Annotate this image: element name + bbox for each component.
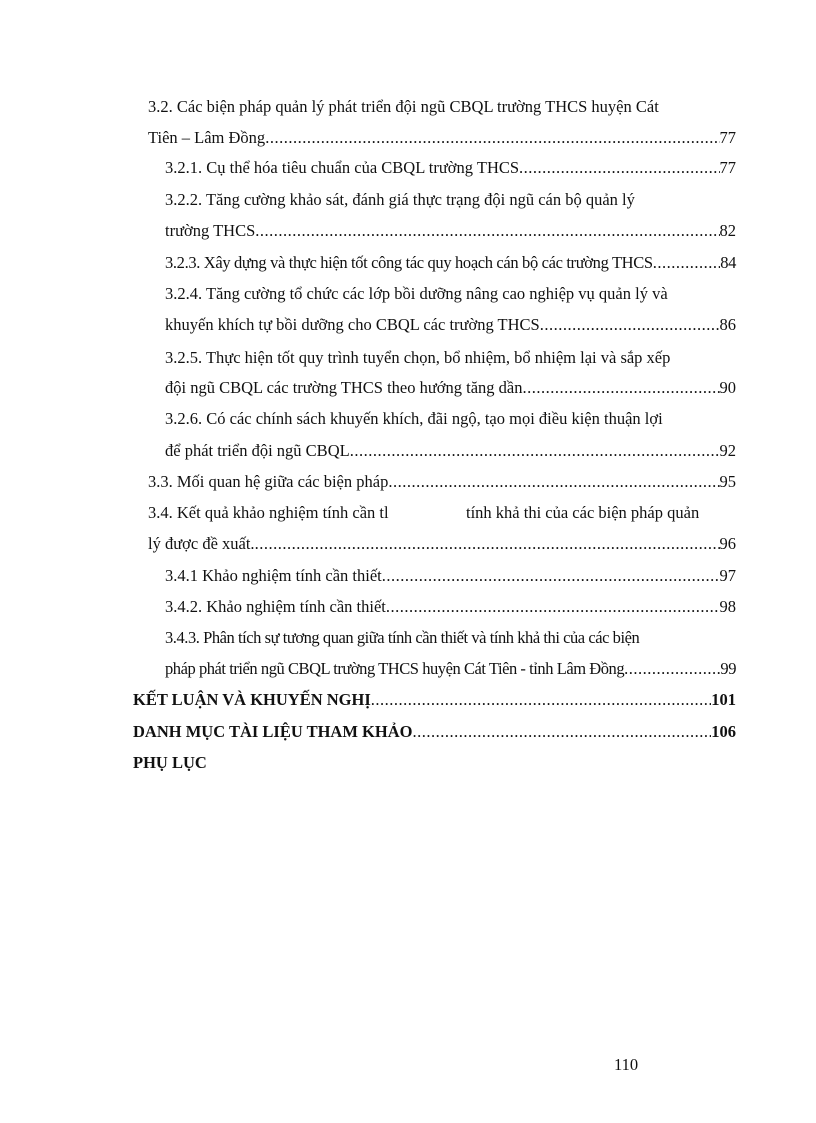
toc-3-2-4-line1: [165, 284, 668, 304]
leader-dots: [653, 253, 720, 273]
toc-3-2-5-page: 90: [719, 378, 736, 397]
leader-dots: [265, 128, 719, 148]
toc-3-4-2-title: 3.4.2. Khảo nghiệm tính cần thiết: [165, 597, 386, 616]
toc-3-4-3-page: 99: [720, 659, 736, 678]
toc-3-2-page: 77: [719, 128, 736, 147]
toc-3-4-title-line1a: 3.4. Kết quả khảo nghiệm tính cần tl: [148, 503, 389, 522]
toc-appendix[interactable]: [133, 753, 207, 773]
toc-3-2-4-title-line2: khuyến khích tự bồi dưỡng cho CBQL các trường THCS: [165, 315, 540, 334]
toc-3-2-1-title: 3.2.1. Cụ thể hóa tiêu chuẩn của CBQL trường THCS: [165, 158, 520, 177]
toc-3-2-2-title-line1: 3.2.2. Tăng cường khảo sát, đánh giá thực trạng đội ngũ cán bộ quản lý: [165, 190, 635, 209]
toc-3-2-1-page: 77: [719, 158, 736, 177]
toc-3-2-1[interactable]: [165, 158, 736, 178]
leader-dots: [523, 378, 720, 398]
toc-3-4-3-line1: [165, 628, 639, 648]
toc-3-2-6-line2[interactable]: [165, 441, 736, 461]
leader-dots: [519, 158, 719, 178]
toc-3-2-3-page: 84: [720, 253, 736, 272]
toc-3-2-2-page: 82: [719, 221, 736, 240]
toc-3-2-5-title-line1: 3.2.5. Thực hiện tốt quy trình tuyển chọn, bổ nhiệm, bổ nhiệm lại và sắp xếp: [165, 348, 671, 367]
toc-3-2-4-page: 86: [719, 315, 736, 334]
toc-3-2-3-title: 3.2.3. Xây dựng và thực hiện tốt công tác quy hoạch cán bộ các trường THCS: [165, 253, 653, 272]
toc-3-4-title-line2: lý được đề xuất.: [148, 534, 255, 553]
leader-dots: [388, 472, 719, 492]
toc-references[interactable]: [133, 722, 736, 742]
leader-dots: [350, 441, 720, 461]
toc-3-2-6-page: 92: [719, 441, 736, 460]
toc-3-4-3-title-line2: pháp phát triển ngũ CBQL trường THCS huyện Cát Tiên - tỉnh Lâm Đồng: [165, 659, 625, 678]
toc-conclusion[interactable]: [133, 690, 736, 710]
toc-3-4-1-page: 97: [719, 566, 736, 585]
toc-3-4-3-line2[interactable]: [165, 659, 736, 679]
leader-dots: [540, 315, 720, 335]
toc-3-4-title-line1b: tính khả thi của các biện pháp quản: [466, 503, 700, 522]
leader-dots: [382, 566, 720, 586]
toc-3-3-page: 95: [719, 472, 736, 491]
toc-3-2-6-title-line2: để phát triển đội ngũ CBQL: [165, 441, 350, 460]
toc-3-2-2-line2[interactable]: [165, 221, 736, 241]
toc-3-2-4-line2[interactable]: [165, 315, 736, 335]
toc-3-4-line2[interactable]: [148, 534, 736, 554]
toc-3-2-3[interactable]: [165, 253, 736, 273]
toc-3-4-2-page: 98: [719, 597, 736, 616]
leader-dots: [371, 690, 711, 710]
toc-3-2-4-title-line1: 3.2.4. Tăng cường tổ chức các lớp bồi dưỡng nâng cao nghiệp vụ quản lý và: [165, 284, 668, 303]
toc-3-4-1-title: 3.4.1 Khảo nghiệm tính cần thiết: [165, 566, 382, 585]
leader-dots: [386, 597, 720, 617]
toc-3-4-line1a: [148, 503, 389, 523]
toc-3-2-title-line2: Tiên – Lâm Đồng: [148, 128, 266, 147]
toc-3-4-page: 96: [719, 534, 736, 553]
toc-3-4-line1b: [466, 503, 699, 523]
leader-dots: [412, 722, 711, 742]
toc-conclusion-title: KẾT LUẬN VÀ KHUYẾN NGHỊ: [133, 690, 371, 709]
page-number: 110: [614, 1055, 639, 1074]
toc-conclusion-page: 101: [711, 690, 736, 709]
toc-3-4-3-title-line1: 3.4.3. Phân tích sự tương quan giữa tính cần thiết và tính khả thi của các biện: [165, 628, 640, 647]
toc-3-3[interactable]: [148, 472, 736, 492]
toc-3-2-5-title-line2: đội ngũ CBQL các trường THCS theo hướng tăng dần: [165, 378, 523, 397]
toc-3-2-5-line1: [165, 348, 670, 368]
toc-3-2-line1: [148, 97, 659, 117]
toc-3-2-6-line1: [165, 409, 663, 429]
toc-3-2-2-line1: [165, 190, 635, 210]
leader-dots: [255, 221, 719, 241]
toc-3-4-1[interactable]: [165, 566, 736, 586]
leader-dots: [624, 659, 720, 679]
toc-3-2-2-title-line2: trường THCS: [165, 221, 256, 240]
toc-3-2-5-line2[interactable]: [165, 378, 736, 398]
toc-references-page: 106: [711, 722, 736, 741]
toc-references-title: DANH MỤC TÀI LIỆU THAM KHẢO: [133, 722, 413, 741]
toc-3-4-2[interactable]: [165, 597, 736, 617]
toc-3-3-title: 3.3. Mối quan hệ giữa các biện pháp: [148, 472, 389, 491]
leader-dots: [255, 534, 720, 554]
toc-3-2-title-line1: 3.2. Các biện pháp quản lý phát triển đội ngũ CBQL trường THCS huyện Cát: [148, 97, 659, 116]
toc-3-2-line2[interactable]: [148, 128, 736, 148]
toc-3-2-6-title-line1: 3.2.6. Có các chính sách khuyến khích, đãi ngộ, tạo mọi điều kiện thuận lợi: [165, 409, 663, 428]
toc-appendix-title: PHỤ LỤC: [133, 753, 207, 772]
